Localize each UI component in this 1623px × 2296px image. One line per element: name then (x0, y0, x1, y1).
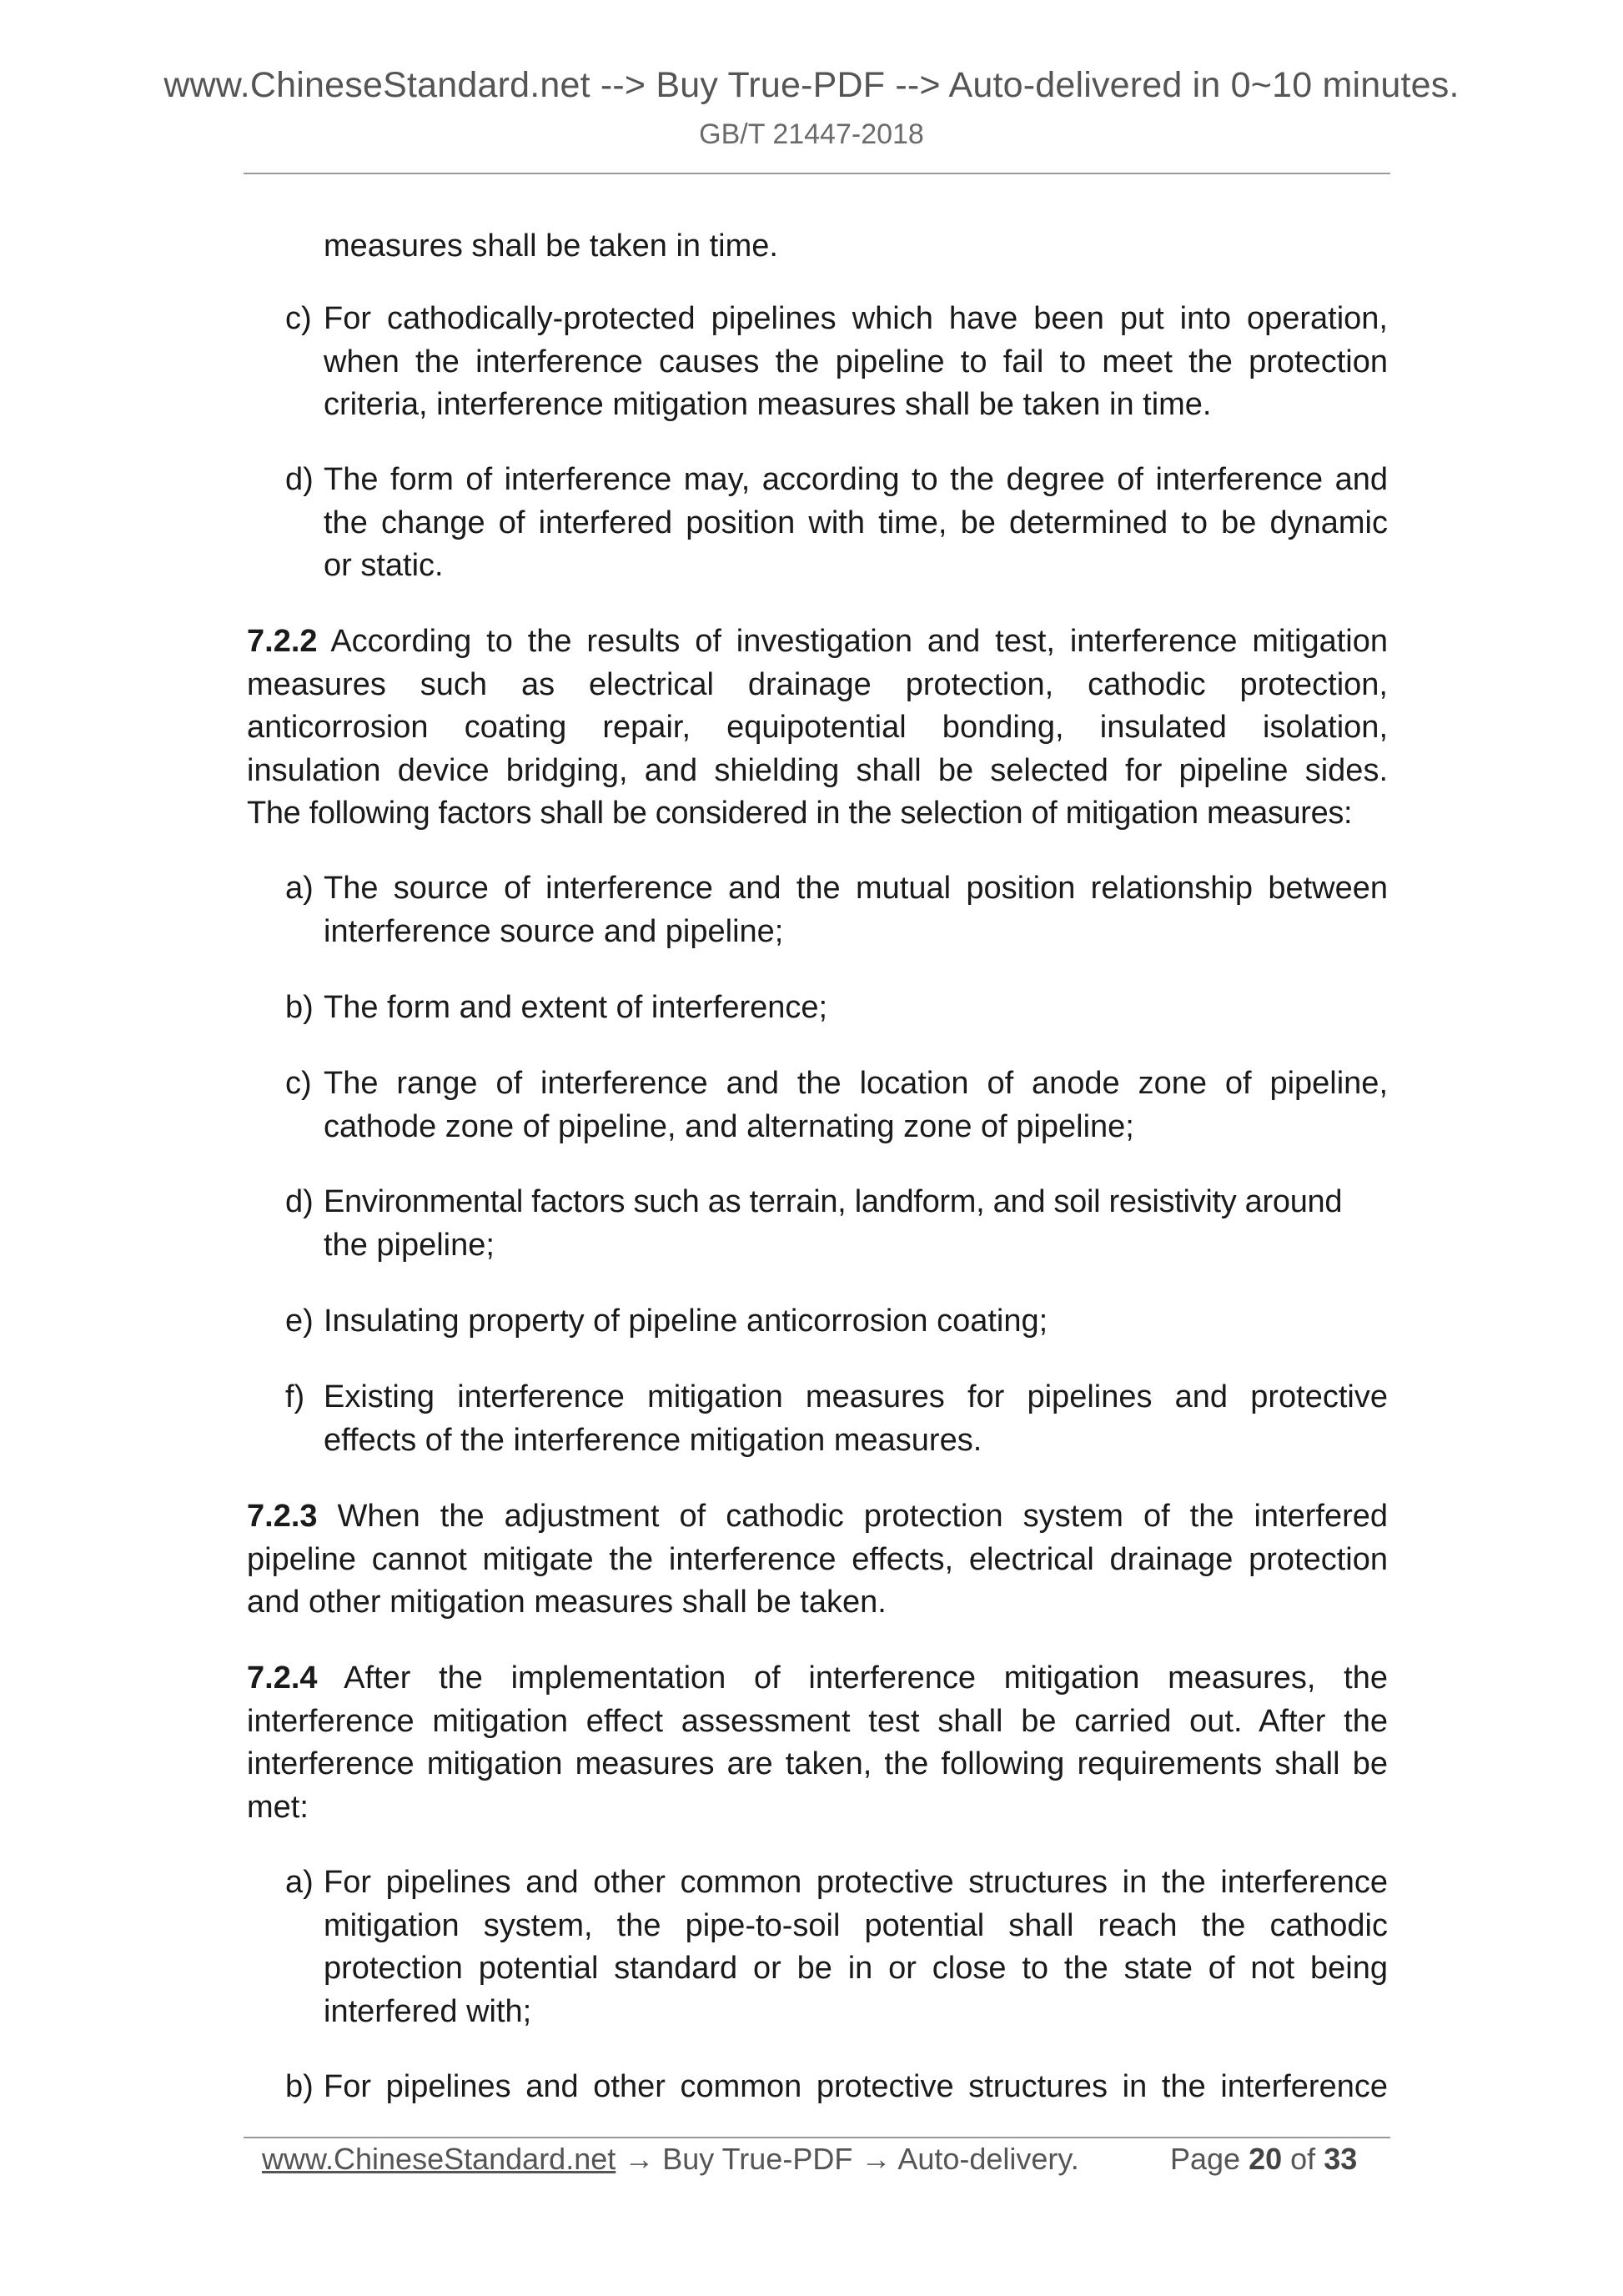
text-line: For pipelines and other common protective structures in the interference (324, 2069, 1388, 2104)
continuation-text: measures shall be taken in time. (324, 229, 778, 264)
list-item-text (324, 1376, 1388, 1462)
clause-number: 7.2.2 (247, 624, 318, 659)
page-total: 33 (1324, 2142, 1358, 2176)
list-item-marker: e) (285, 1304, 314, 1339)
list-item-marker: c) (285, 301, 312, 336)
text-line: interfered with; (324, 1993, 532, 2029)
text-line: The range of interference and the location of anode zone of pipeline, (324, 1066, 1388, 1101)
text-line: interference mitigation measures are taken, the following requirements shall be (247, 1746, 1388, 1781)
text-line: and other mitigation measures shall be taken. (247, 1585, 887, 1620)
text-line: mitigation system, the pipe-to-soil potential shall reach the cathodic (324, 1907, 1388, 1943)
text-line: For cathodically-protected pipelines which have been put into operation, (324, 301, 1388, 336)
list-item-marker: a) (285, 871, 314, 906)
text-line: pipeline cannot mitigate the interference effects, electrical drainage protection (247, 1541, 1388, 1577)
footer-divider (244, 2137, 1390, 2138)
text-line: the pipeline; (324, 1227, 495, 1263)
text-line: effects of the interference mitigation measures. (324, 1422, 982, 1458)
clause-7-2-2 (247, 620, 1388, 836)
clause-text: After the implementation of interference mitigation measures, the (344, 1660, 1388, 1696)
footer-tagline: → Buy True-PDF → Auto-delivery. (616, 2142, 1079, 2176)
text-line: The source of interference and the mutual position relationship between (324, 871, 1388, 906)
text-line: criteria, interference mitigation measures shall be taken in time. (324, 387, 1212, 422)
text-line (247, 1495, 1388, 1539)
standard-code: GB/T 21447-2018 (699, 118, 924, 150)
text-line (247, 1657, 1388, 1701)
list-item-text (324, 1861, 1388, 2033)
list-item-marker: a) (285, 1865, 314, 1900)
list-item-text (324, 2066, 1388, 2109)
footer-promo (262, 2142, 1079, 2177)
list-item-marker: b) (285, 990, 314, 1025)
text-line: The form and extent of interference; (324, 990, 828, 1025)
list-item-text (324, 298, 1388, 427)
text-line: Environmental factors such as terrain, landform, and soil resistivity around (324, 1184, 1343, 1219)
clause-number: 7.2.4 (247, 1660, 318, 1696)
list-item-text (324, 1300, 1388, 1344)
text-line: Insulating property of pipeline anticorrosion coating; (324, 1304, 1048, 1339)
header-banner: www.ChineseStandard.net --> Buy True-PDF --> Auto-delivered in 0~10 minutes. (163, 65, 1460, 105)
text-line: or static. (324, 548, 444, 583)
list-item-marker: c) (285, 1066, 312, 1101)
text-line: the change of interfered position with time, be determined to be dynamic (324, 505, 1388, 540)
list-item-marker: f) (285, 1379, 305, 1414)
page-indicator (1170, 2142, 1357, 2177)
text-line: measures such as electrical drainage protection, cathodic protection, (247, 666, 1388, 702)
list-item-text (324, 867, 1388, 953)
list-item-marker: d) (285, 1184, 314, 1219)
page-label: Page (1170, 2142, 1241, 2176)
of-label: of (1290, 2142, 1316, 2176)
text-line: Existing interference mitigation measures for pipelines and protective (324, 1379, 1388, 1414)
text-line: For pipelines and other common protective structures in the interference (324, 1865, 1388, 1900)
text-line: The following factors shall be considered in the selection of mitigation measures: (247, 796, 1353, 831)
text-line: The form of interference may, according to the degree of interference and (324, 462, 1388, 497)
list-item-text (324, 459, 1388, 588)
text-line: interference source and pipeline; (324, 913, 784, 949)
text-line: interference mitigation effect assessment test shall be carried out. After the (247, 1703, 1388, 1739)
page-number: 20 (1249, 2142, 1283, 2176)
text-line: anticorrosion coating repair, equipotential bonding, insulated isolation, (247, 710, 1388, 745)
text-line: insulation device bridging, and shielding shall be selected for pipeline sides. (247, 752, 1388, 788)
list-item-marker: d) (285, 462, 314, 497)
clause-7-2-4 (247, 1657, 1388, 1829)
header-divider (244, 173, 1390, 174)
text-line: cathode zone of pipeline, and alternating zone of pipeline; (324, 1108, 1134, 1144)
text-line: when the interference causes the pipeline to fail to meet the protection (324, 344, 1388, 379)
list-item-marker: b) (285, 2069, 314, 2104)
text-line: protection potential standard or be in or close to the state of not being (324, 1951, 1388, 1986)
clause-number: 7.2.3 (247, 1499, 318, 1534)
list-item-text (324, 1063, 1388, 1148)
clause-text: According to the results of investigation and test, interference mitigation (330, 624, 1388, 659)
clause-7-2-3 (247, 1495, 1388, 1625)
list-item-text (324, 987, 1388, 1030)
text-line: met: (247, 1789, 309, 1825)
list-item-text (324, 1181, 1388, 1267)
text-line (247, 620, 1388, 664)
clause-text: When the adjustment of cathodic protection system of the interfered (337, 1499, 1388, 1534)
footer-site-link[interactable]: www.ChineseStandard.net (262, 2142, 616, 2176)
